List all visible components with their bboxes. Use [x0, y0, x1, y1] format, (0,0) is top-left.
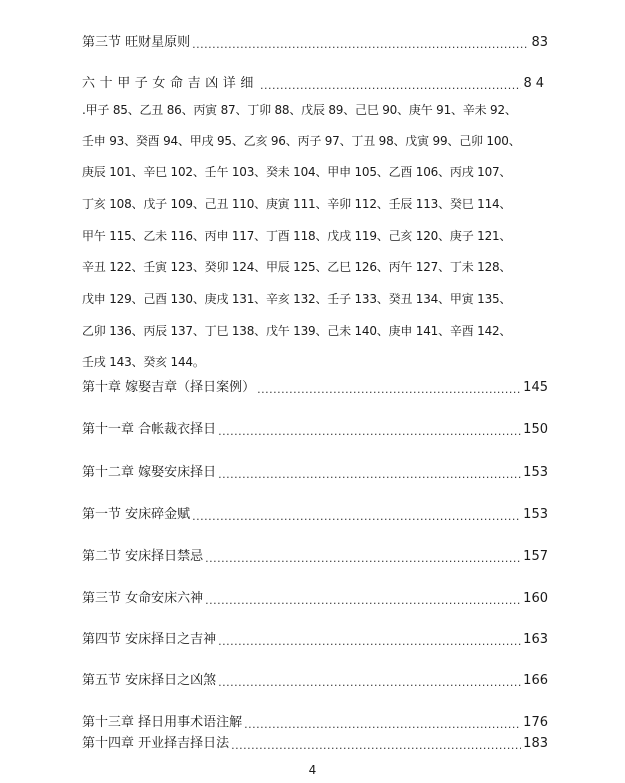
- toc-entry-page: 157: [523, 549, 548, 564]
- toc-entry[interactable]: [82, 589, 548, 609]
- dot-leader: [218, 423, 521, 440]
- toc-entry-title: 第十四章 开业择吉择日法: [82, 736, 230, 751]
- toc-entry-title: 第十三章 择日用事术语注解: [82, 715, 243, 730]
- toc-entry-title: 第四节 安床择日之吉神: [82, 632, 217, 647]
- toc-entry-page: 150: [523, 422, 548, 437]
- toc-entry-page: 163: [523, 632, 548, 647]
- toc-entry-page: 176: [523, 715, 548, 730]
- toc-entry-page: 83: [531, 35, 548, 50]
- toc-entry-title: 第二节 安床择日禁忌: [82, 549, 204, 564]
- toc-entry[interactable]: [82, 630, 548, 650]
- dot-leader: [218, 633, 521, 650]
- ganzhi-line: .甲子 85、乙丑 86、丙寅 87、丁卯 88、戊辰 89、己巳 90、庚午 91、辛未 92、: [82, 103, 517, 117]
- toc-entry[interactable]: [82, 33, 548, 53]
- toc-entry-title: 第十一章 合帐裁衣择日: [82, 422, 217, 437]
- toc-entry-page: 145: [523, 380, 548, 395]
- ganzhi-line: 壬戌 143、癸亥 144。: [82, 355, 205, 369]
- dot-leader: [244, 716, 521, 733]
- dot-leader: [218, 674, 521, 691]
- toc-entry-title: 第十章 嫁娶吉章（择日案例）: [82, 380, 256, 395]
- toc-entry[interactable]: [82, 671, 548, 691]
- toc-entry-page: 153: [523, 507, 548, 522]
- dot-leader: [192, 36, 529, 53]
- toc-entry-title: 第三节 旺财星原则: [82, 35, 191, 50]
- ganzhi-line: 辛丑 122、壬寅 123、癸卯 124、甲辰 125、乙巳 126、丙午 127、丁未 128、: [82, 260, 512, 274]
- dot-leader: [192, 508, 521, 525]
- ganzhi-line: 戊申 129、己酉 130、庚戌 131、辛亥 132、壬子 133、癸丑 134、甲寅 135、: [82, 292, 512, 306]
- toc-entry-page: 166: [523, 673, 548, 688]
- toc-entry[interactable]: [82, 463, 548, 483]
- toc-entry-page: 183: [523, 736, 548, 751]
- ganzhi-line: 乙卯 136、丙辰 137、丁巳 138、戊午 139、己未 140、庚申 141、辛酉 142、: [82, 324, 512, 338]
- dot-leader: [205, 550, 521, 567]
- toc-entry-title: 六十甲子女命吉凶详细: [82, 76, 259, 91]
- toc-entry-title: 第十二章 嫁娶安床择日: [82, 465, 217, 480]
- toc-entry[interactable]: [82, 547, 548, 567]
- toc-entry[interactable]: [82, 734, 548, 754]
- toc-entry-page: 160: [523, 591, 548, 606]
- dot-leader: [257, 381, 521, 398]
- toc-entry-page: 84: [523, 76, 548, 91]
- page-number: 4: [308, 763, 317, 777]
- dot-leader: [260, 77, 521, 94]
- ganzhi-line: 甲午 115、乙未 116、丙申 117、丁酉 118、戊戌 119、己亥 120、庚子 121、: [82, 229, 512, 243]
- dot-leader: [205, 592, 521, 609]
- toc-entry[interactable]: [82, 74, 548, 94]
- ganzhi-line: 庚辰 101、辛巳 102、壬午 103、癸未 104、甲申 105、乙酉 106、丙戌 107、: [82, 165, 512, 179]
- toc-entry[interactable]: [82, 713, 548, 733]
- toc-entry[interactable]: [82, 378, 548, 398]
- toc-entry[interactable]: [82, 505, 548, 525]
- toc-entry[interactable]: [82, 420, 548, 440]
- toc-entry-title: 第一节 安床碎金赋: [82, 507, 191, 522]
- toc-entry-page: 153: [523, 465, 548, 480]
- toc-entry-title: 第三节 女命安床六神: [82, 591, 204, 606]
- ganzhi-line: 丁亥 108、戊子 109、己丑 110、庚寅 111、辛卯 112、壬辰 113、癸巳 114、: [82, 197, 512, 211]
- ganzhi-line: 壬申 93、癸酉 94、甲戌 95、乙亥 96、丙子 97、丁丑 98、戊寅 99、己卯 100、: [82, 134, 521, 148]
- dot-leader: [231, 737, 521, 754]
- toc-entry-title: 第五节 安床择日之凶煞: [82, 673, 217, 688]
- dot-leader: [218, 466, 521, 483]
